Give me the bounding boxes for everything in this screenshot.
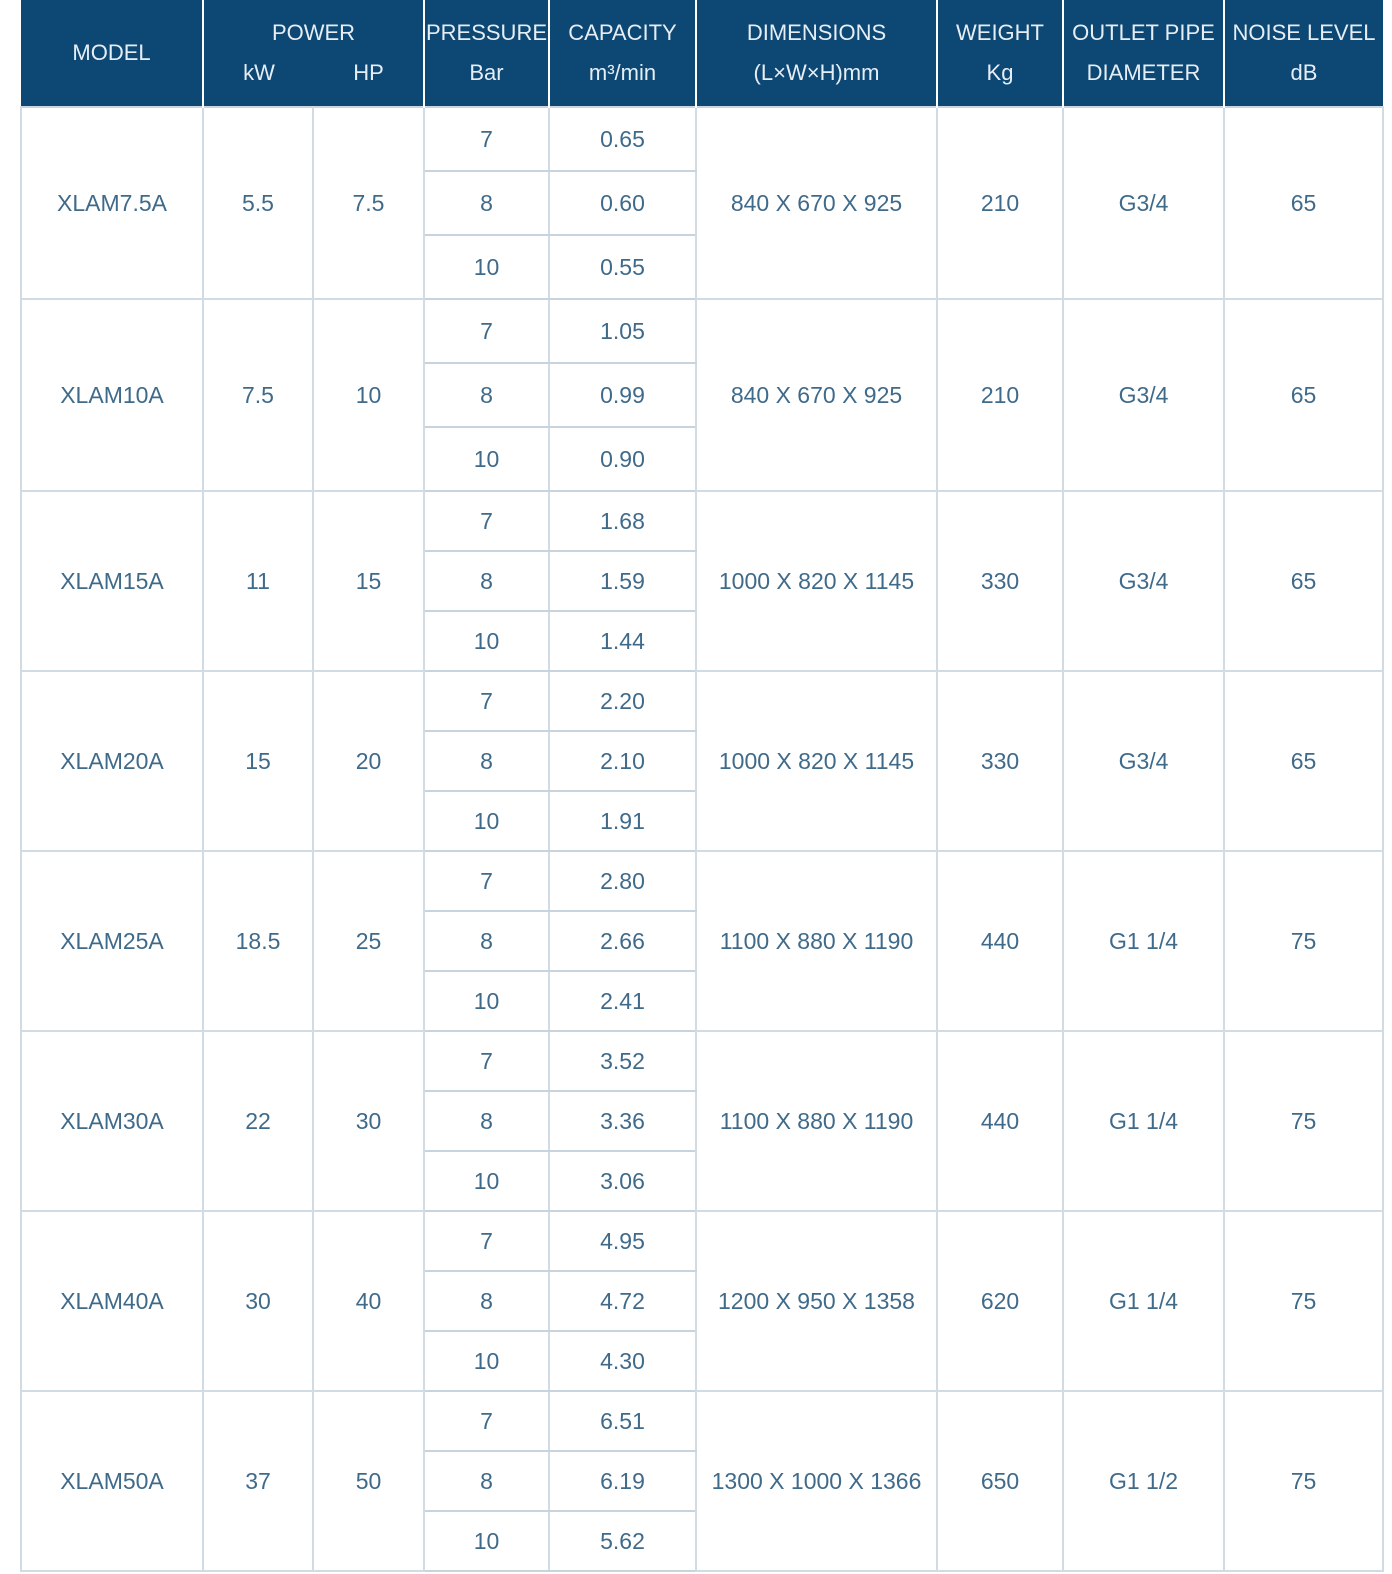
capacity-cell: 6.51 xyxy=(549,1391,696,1451)
power-hp-cell: 15 xyxy=(313,491,424,671)
model-cell: XLAM40A xyxy=(21,1211,203,1391)
dimensions-cell: 840 X 670 X 925 xyxy=(696,299,937,491)
dimensions-cell: 1000 X 820 X 1145 xyxy=(696,671,937,851)
capacity-cell: 1.59 xyxy=(549,551,696,611)
capacity-cell: 3.52 xyxy=(549,1031,696,1091)
power-kw-cell: 7.5 xyxy=(203,299,313,491)
header-model-label: MODEL xyxy=(72,40,151,65)
capacity-cell: 1.68 xyxy=(549,491,696,551)
power-hp-cell: 7.5 xyxy=(313,107,424,299)
power-hp-cell: 40 xyxy=(313,1211,424,1391)
dimensions-cell: 1200 X 950 X 1358 xyxy=(696,1211,937,1391)
table-body xyxy=(21,107,1383,1571)
pressure-cell: 7 xyxy=(424,491,549,551)
weight-cell: 440 xyxy=(937,1031,1063,1211)
dimensions-cell: 1300 X 1000 X 1366 xyxy=(696,1391,937,1571)
weight-cell: 210 xyxy=(937,107,1063,299)
header-capacity xyxy=(549,0,696,107)
header-dimensions xyxy=(696,0,937,107)
weight-cell: 330 xyxy=(937,671,1063,851)
pressure-cell: 7 xyxy=(424,107,549,171)
outlet-cell: G1 1/4 xyxy=(1063,851,1224,1031)
capacity-cell: 2.66 xyxy=(549,911,696,971)
capacity-cell: 2.20 xyxy=(549,671,696,731)
outlet-cell: G3/4 xyxy=(1063,491,1224,671)
model-cell: XLAM20A xyxy=(21,671,203,851)
pressure-cell: 8 xyxy=(424,1451,549,1511)
pressure-cell: 10 xyxy=(424,611,549,671)
capacity-cell: 4.95 xyxy=(549,1211,696,1271)
power-kw-cell: 30 xyxy=(203,1211,313,1391)
header-power-hp: HP xyxy=(353,60,384,85)
outlet-cell: G3/4 xyxy=(1063,671,1224,851)
header-weight-label: WEIGHT xyxy=(956,20,1044,45)
power-kw-cell: 22 xyxy=(203,1031,313,1211)
header-outlet-unit: DIAMETER xyxy=(1086,60,1201,85)
model-cell: XLAM7.5A xyxy=(21,107,203,299)
header-pressure xyxy=(424,0,549,107)
weight-cell: 650 xyxy=(937,1391,1063,1571)
power-hp-cell: 30 xyxy=(313,1031,424,1211)
pressure-cell: 7 xyxy=(424,1031,549,1091)
header-pressure-label: PRESSURE xyxy=(425,20,548,45)
model-cell: XLAM30A xyxy=(21,1031,203,1211)
header-weight-unit: Kg xyxy=(986,60,1014,85)
model-cell: XLAM50A xyxy=(21,1391,203,1571)
pressure-cell: 8 xyxy=(424,551,549,611)
dimensions-cell: 1000 X 820 X 1145 xyxy=(696,491,937,671)
noise-cell: 75 xyxy=(1224,1031,1383,1211)
capacity-cell: 1.05 xyxy=(549,299,696,363)
table-row xyxy=(21,671,1383,731)
header-power xyxy=(203,0,424,107)
table-header xyxy=(21,0,1383,107)
power-hp-cell: 25 xyxy=(313,851,424,1031)
outlet-cell: G1 1/4 xyxy=(1063,1211,1224,1391)
noise-cell: 65 xyxy=(1224,671,1383,851)
pressure-cell: 10 xyxy=(424,971,549,1031)
pressure-cell: 10 xyxy=(424,1511,549,1571)
pressure-cell: 7 xyxy=(424,671,549,731)
capacity-cell: 3.06 xyxy=(549,1151,696,1211)
outlet-cell: G1 1/4 xyxy=(1063,1031,1224,1211)
noise-cell: 75 xyxy=(1224,851,1383,1031)
dimensions-cell: 1100 X 880 X 1190 xyxy=(696,851,937,1031)
spec-table-container xyxy=(20,0,1382,1572)
capacity-cell: 4.72 xyxy=(549,1271,696,1331)
header-outlet-label: OUTLET PIPE xyxy=(1072,20,1215,45)
pressure-cell: 8 xyxy=(424,1271,549,1331)
noise-cell: 65 xyxy=(1224,299,1383,491)
header-dimensions-unit: (L×W×H)mm xyxy=(753,60,880,85)
header-capacity-unit: m³/min xyxy=(588,60,657,85)
weight-cell: 440 xyxy=(937,851,1063,1031)
capacity-cell: 6.19 xyxy=(549,1451,696,1511)
capacity-cell: 4.30 xyxy=(549,1331,696,1391)
pressure-cell: 10 xyxy=(424,791,549,851)
power-kw-cell: 15 xyxy=(203,671,313,851)
pressure-cell: 7 xyxy=(424,299,549,363)
power-hp-cell: 20 xyxy=(313,671,424,851)
header-power-kw: kW xyxy=(243,60,275,85)
capacity-cell: 0.55 xyxy=(549,235,696,299)
header-capacity-label: CAPACITY xyxy=(568,20,677,45)
dimensions-cell: 840 X 670 X 925 xyxy=(696,107,937,299)
pressure-cell: 10 xyxy=(424,235,549,299)
header-model xyxy=(21,0,203,107)
power-kw-cell: 5.5 xyxy=(203,107,313,299)
capacity-cell: 2.41 xyxy=(549,971,696,1031)
pressure-cell: 8 xyxy=(424,731,549,791)
weight-cell: 330 xyxy=(937,491,1063,671)
table-row xyxy=(21,851,1383,911)
pressure-cell: 7 xyxy=(424,1211,549,1271)
table-row xyxy=(21,299,1383,363)
dimensions-cell: 1100 X 880 X 1190 xyxy=(696,1031,937,1211)
header-noise-unit: dB xyxy=(1290,60,1318,85)
header-dimensions-label: DIMENSIONS xyxy=(746,20,887,45)
table-row xyxy=(21,1391,1383,1451)
weight-cell: 620 xyxy=(937,1211,1063,1391)
capacity-cell: 1.44 xyxy=(549,611,696,671)
capacity-cell: 0.99 xyxy=(549,363,696,427)
capacity-cell: 5.62 xyxy=(549,1511,696,1571)
noise-cell: 65 xyxy=(1224,107,1383,299)
capacity-cell: 2.10 xyxy=(549,731,696,791)
pressure-cell: 8 xyxy=(424,1091,549,1151)
noise-cell: 75 xyxy=(1224,1391,1383,1571)
capacity-cell: 3.36 xyxy=(549,1091,696,1151)
weight-cell: 210 xyxy=(937,299,1063,491)
model-cell: XLAM15A xyxy=(21,491,203,671)
capacity-cell: 2.80 xyxy=(549,851,696,911)
table-row xyxy=(21,107,1383,171)
pressure-cell: 8 xyxy=(424,911,549,971)
header-pressure-unit: Bar xyxy=(469,60,504,85)
capacity-cell: 1.91 xyxy=(549,791,696,851)
header-power-label: POWER xyxy=(271,20,356,45)
capacity-cell: 0.90 xyxy=(549,427,696,491)
noise-cell: 75 xyxy=(1224,1211,1383,1391)
pressure-cell: 10 xyxy=(424,1331,549,1391)
header-outlet xyxy=(1063,0,1224,107)
pressure-cell: 7 xyxy=(424,1391,549,1451)
outlet-cell: G1 1/2 xyxy=(1063,1391,1224,1571)
capacity-cell: 0.65 xyxy=(549,107,696,171)
header-noise xyxy=(1224,0,1383,107)
header-weight xyxy=(937,0,1063,107)
capacity-cell: 0.60 xyxy=(549,171,696,235)
model-cell: XLAM25A xyxy=(21,851,203,1031)
power-hp-cell: 50 xyxy=(313,1391,424,1571)
model-cell: XLAM10A xyxy=(21,299,203,491)
spec-table xyxy=(20,0,1384,1572)
table-row xyxy=(21,1031,1383,1091)
power-kw-cell: 18.5 xyxy=(203,851,313,1031)
pressure-cell: 10 xyxy=(424,1151,549,1211)
pressure-cell: 8 xyxy=(424,363,549,427)
noise-cell: 65 xyxy=(1224,491,1383,671)
header-noise-label: NOISE LEVEL xyxy=(1232,20,1376,45)
pressure-cell: 10 xyxy=(424,427,549,491)
pressure-cell: 7 xyxy=(424,851,549,911)
outlet-cell: G3/4 xyxy=(1063,299,1224,491)
pressure-cell: 8 xyxy=(424,171,549,235)
power-kw-cell: 11 xyxy=(203,491,313,671)
power-hp-cell: 10 xyxy=(313,299,424,491)
table-row xyxy=(21,1211,1383,1271)
power-kw-cell: 37 xyxy=(203,1391,313,1571)
table-row xyxy=(21,491,1383,551)
outlet-cell: G3/4 xyxy=(1063,107,1224,299)
